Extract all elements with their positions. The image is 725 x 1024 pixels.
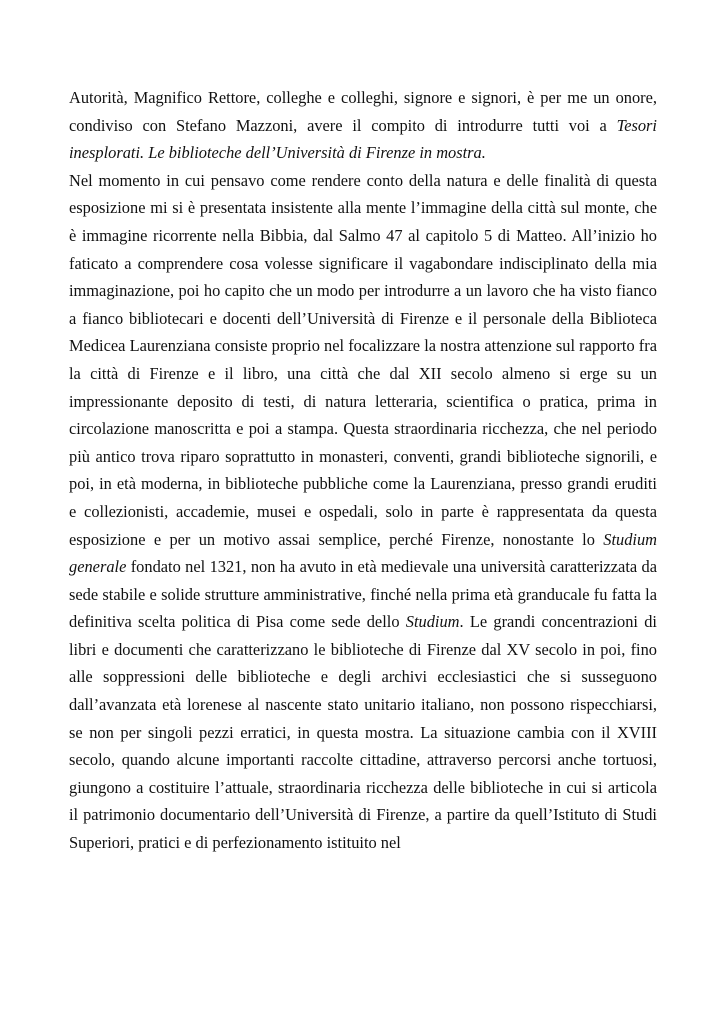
- italic-term-studium-generale: Studium generale: [69, 529, 657, 577]
- paragraph-body: [69, 167, 657, 857]
- paragraph-opening-address: [69, 84, 657, 167]
- italic-term-studium: Studium: [405, 612, 460, 632]
- paragraph-text: fondato nel 1321, non ha avuto in età medievale una università caratterizzata da sede stabile e solide strutture amministrative, finché nella prima età granducale fu fatta la definitiva scelta politica di Pisa come sede dello: [69, 557, 657, 632]
- exhibition-title: Tesori inesplorati. Le biblioteche dell’Università di Firenze in mostra.: [69, 115, 657, 163]
- paragraph-text: . Le grandi concentrazioni di libri e documenti che caratterizzano le biblioteche di Firenze dal XV secolo in poi, fino alle soppressioni delle biblioteche e degli archivi ecclesiastici che si susseguono dall’avanzata età lorenese al nascente stato unitario italiano, non possono rispecchiarsi, se non per singoli pezzi erratici, in questa mostra. La situazione cambia con il XVIII secolo, quando alcune importanti raccolte cittadine, attraverso percorsi anche tortuosi, giungono a costituire l’attuale, straordinaria ricchezza delle biblioteche in cui si articola il patrimonio documentario dell’Università di Firenze, a partire da quell’Istituto di Studi Superiori, pratici e di perfezionamento istituito nel: [69, 612, 657, 853]
- paragraph-text: Nel momento in cui pensavo come rendere conto della natura e delle finalità di questa esposizione mi si è presentata insistente alla mente l’immagine della città sul monte, che è immagine ricorrente nella Bibbia, dal Salmo 47 al capitolo 5 di Matteo. All’inizio ho faticato a comprendere cosa volesse significare il vagabondare indisciplinato della mia immaginazione, poi ho capito che un modo per introdurre a un lavoro che ha visto fianco a fianco bibliotecari e docenti dell’Università di Firenze e il personale della Biblioteca Medicea Laurenziana consiste proprio nel focalizzare la nostra attenzione sul rapporto fra la città di Firenze e il libro, una città che dal XII secolo almeno si erge su un impressionante deposito di testi, di natura letteraria, scientifica o pratica, prima in circolazione manoscritta e poi a stampa. Questa straordinaria ricchezza, che nel periodo più antico trova riparo soprattutto in monasteri, conventi, grandi biblioteche signorili, e poi, in età moderna, in biblioteche pubbliche come la Laurenziana, presso grandi eruditi e collezionisti, accademie, musei e ospedali, solo in parte è rappresentata da questa esposizione e per un motivo assai semplice, perché Firenze, nonostante lo: [69, 170, 657, 549]
- paragraph-text: Autorità, Magnifico Rettore, colleghe e colleghi, signore e signori, è per me un onore, condiviso con Stefano Mazzoni, avere il compito di introdurre tutti voi a: [69, 88, 657, 135]
- document-page: [69, 83, 657, 857]
